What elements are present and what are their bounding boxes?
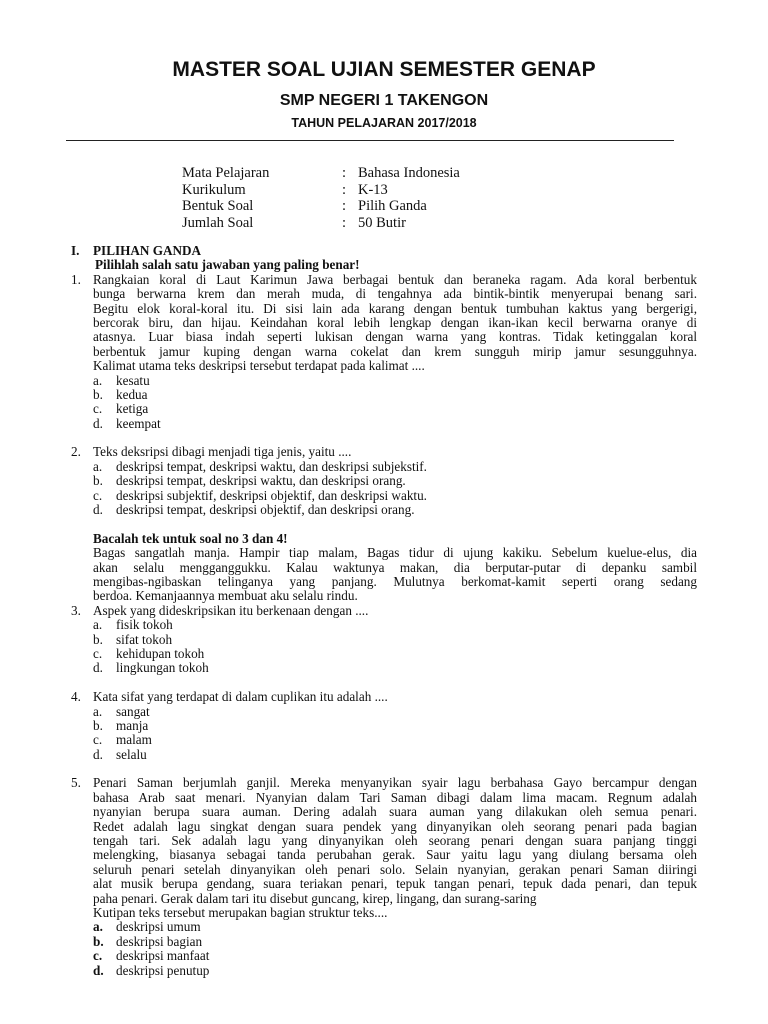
question-text: Kalimat utama teks deskripsi tersebut terdapat pada kalimat .... [93,358,425,374]
answer-option[interactable] [0,374,768,388]
passage-text: Penari Saman berjumlah ganjil. Mereka menyanyikan syair lagu berbahasa Gayo bercampur dengan [93,775,697,791]
q5-passage-line [0,834,768,848]
info-row-question-type [182,198,460,215]
option-letter: d. [93,415,103,431]
option-letter: b. [93,473,103,489]
exam-content [0,244,768,978]
option-text: kedua [116,386,148,402]
passage-text: seluruh penari setelah dinyanyikan oleh penari solo. Selain nyanyian, gerakan penari Saman diiringi [93,861,697,877]
info-colon: : [342,214,347,231]
passage-text: bunga berwarna krem dan merah muda, di tengahnya ada bintik-bintik menyerupai benang sari. [93,286,697,302]
question-number: 3. [71,602,81,618]
answer-option[interactable] [0,474,768,488]
passage-text: akan selalu mengganggukku. Kalau waktunya makan, dia berputar-putar di depanku sambil [93,559,697,575]
info-row-curriculum [182,182,460,199]
exam-info-table [182,165,460,231]
q5-question-line [0,906,768,920]
passage-text: tengah tari. Sek adalah lagu yang dinyanyikan oleh seorang penari dengan suara panjang tinggi [93,833,697,849]
option-text: malam [116,732,152,748]
option-text: kehidupan tokoh [116,645,205,661]
option-text: deskripsi bagian [116,933,203,949]
info-value: 50 Butir [358,214,406,231]
q1-passage-line [0,302,768,316]
exam-title: MASTER SOAL UJIAN SEMESTER GENAP [172,58,596,81]
answer-option[interactable] [0,417,768,431]
option-text: lingkungan tokoh [116,660,209,676]
answer-option[interactable] [0,935,768,949]
passage-text: berdoa. Kemanjaannya membuat aku selalu rindu. [93,588,358,604]
option-text: deskripsi tempat, deskripsi objektif, dan deskripsi orang. [116,502,415,518]
option-letter: c. [93,487,103,503]
option-text: sifat tokoh [116,631,173,647]
option-letter: b. [93,717,103,733]
passage-text: alat musik berupa gendang, suara teriakan penari, tepuk tangan penari, tepuk dada penari, dan tepuk [93,876,697,892]
q1-passage-line [0,316,768,330]
q4-question-line [0,690,768,704]
section-heading [0,244,768,258]
option-text: deskripsi manfaat [116,948,210,964]
passage-text: mengibas-ngibaskan telinganya yang panjang. Mulutnya berkomat-kamit seperti orang sedang [93,573,697,589]
q5-passage-line [0,863,768,877]
q1-passage-line [0,345,768,359]
option-letter: c. [93,401,103,417]
option-text: deskripsi penutup [116,962,210,978]
q1-passage-line [0,330,768,344]
info-colon: : [342,165,347,181]
q1-passage-line [0,287,768,301]
option-text: deskripsi tempat, deskripsi waktu, dan deskripsi subjekstif. [116,458,427,474]
question-text: Aspek yang dideskripsikan itu berkenaan dengan .... [93,602,369,618]
passage-text: Bagas sangatlah manja. Hampir tiap malam, Bagas tidur di ujung kakiku. Sebelum kuelue-elus, dia [93,545,697,561]
option-text: kesatu [116,372,150,388]
passage-text: paha penari. Gerak dalam tari itu disebut guncang, kirep, lingang, dan surang-saring [93,890,537,906]
passage-text: bercorak biru, dan hijau. Keindahan koral lebih lengkap dengan ikan-ikan kecil berwarna oranye di [93,314,697,330]
reading-passage-line [0,561,768,575]
q5-passage-line [0,805,768,819]
question-text: Teks deksripsi dibagi menjadi tiga jenis, yaitu .... [93,444,352,460]
info-value: K-13 [358,181,388,198]
info-label: Bentuk Soal [182,198,254,214]
passage-text: Redet adalah lagu singkat dengan suara pendek yang dinyanyikan oleh seorang penari pada bagian [93,818,697,834]
academic-year: TAHUN PELAJARAN 2017/2018 [291,116,477,130]
passage-text: melengking, biasanya sebagai tanda perubahan gerak. Saur yaitu lagu yang diulang bersama oleh [93,847,697,863]
spacer [0,517,768,531]
option-letter: a. [93,617,103,633]
answer-option[interactable] [0,618,768,632]
answer-option[interactable] [0,460,768,474]
reading-instruction-line [0,532,768,546]
answer-option[interactable] [0,489,768,503]
spacer [0,431,768,445]
option-text: manja [116,717,149,733]
q2-question-line [0,445,768,459]
passage-text: nyanyian berupa suara auman. Dering adalah suara auman yang dilakukan oleh semua penari. [93,804,697,820]
passage-text: Begitu elok koral-koral itu. Di sisi lain ada karang dengan bentuk tumbuhan kaktus yang bergerigi, [93,300,697,316]
section-instruction: Pilihlah salah satu jawaban yang paling benar! [95,257,360,273]
option-text: keempat [116,415,161,431]
section-number: I. [71,243,80,258]
question-number: 1. [71,271,81,287]
q5-passage-line [0,892,768,906]
option-letter: c. [93,732,103,748]
info-value: Pilih Ganda [358,198,427,214]
section-instruction-line [0,258,768,272]
q5-passage-line [0,776,768,790]
option-letter: b. [93,631,103,647]
option-letter: a. [93,372,103,388]
answer-option[interactable] [0,964,768,978]
answer-option[interactable] [0,647,768,661]
answer-option[interactable] [0,388,768,402]
question-number: 2. [71,444,81,460]
q5-passage-line [0,848,768,862]
passage-text: bahasa Arab saat menari. Nyanyian dalam Tari Saman dibagi dalam lima macam. Regnum adalah [93,789,697,805]
q1-question-line [0,359,768,373]
answer-option[interactable] [0,748,768,762]
option-letter: a. [93,919,103,935]
answer-option[interactable] [0,705,768,719]
question-number: 5. [71,775,81,791]
reading-passage-line [0,589,768,603]
option-text: fisik tokoh [116,617,173,633]
reading-passage-line [0,575,768,589]
passage-text: Rangkaian koral di Laut Karimun Jawa berbagai bentuk dan beraneka ragam. Ada koral berbentuk [93,271,697,287]
info-label: Kurikulum [182,181,246,198]
option-letter: c. [93,948,103,964]
q1-passage-line [0,273,768,287]
info-colon: : [342,181,347,198]
option-letter: c. [93,645,103,661]
passage-text: berbentuk jamur kuping dengan warna cokelat dan krem sungguh mirip jamur sesungguhnya. [93,343,697,359]
option-letter: d. [93,660,103,676]
option-text: selalu [116,746,147,762]
question-text: Kata sifat yang terdapat di dalam cuplikan itu adalah .... [93,689,388,705]
info-row-subject [182,165,460,182]
answer-option[interactable] [0,920,768,934]
spacer [0,762,768,776]
spacer [0,676,768,690]
answer-option[interactable] [0,633,768,647]
option-text: sangat [116,703,150,719]
option-letter: d. [93,746,103,762]
option-text: deskripsi tempat, deskripsi waktu, dan deskripsi orang. [116,473,406,489]
school-name: SMP NEGERI 1 TAKENGON [279,92,489,109]
answer-option[interactable] [0,402,768,416]
answer-option[interactable] [0,503,768,517]
option-letter: b. [93,933,104,949]
option-letter: a. [93,703,103,719]
passage-text: atasnya. Luar biasa indah seperti lukisan dengan warna yang kontras. Tidak ketinggalan koral [93,329,697,345]
option-letter: d. [93,502,103,518]
question-text: Kutipan teks tersebut merupakan bagian struktur teks.... [93,904,388,920]
q3-question-line [0,604,768,618]
option-text: ketiga [116,401,149,417]
info-row-question-count [182,215,460,232]
answer-option[interactable] [0,661,768,675]
q5-passage-line [0,791,768,805]
section-title: PILIHAN GANDA [93,243,202,258]
header-divider [66,140,674,141]
answer-option[interactable] [0,719,768,733]
option-letter: a. [93,458,103,474]
option-letter: b. [93,386,103,402]
info-colon: : [342,198,347,214]
q5-passage-line [0,820,768,834]
reading-passage-line [0,546,768,560]
q5-passage-line [0,877,768,891]
info-value: Bahasa Indonesia [358,165,460,181]
question-number: 4. [71,689,81,705]
option-letter: d. [93,962,104,978]
info-label: Mata Pelajaran [182,165,270,181]
option-text: deskripsi umum [116,919,201,935]
answer-option[interactable] [0,733,768,747]
reading-instruction: Bacalah tek untuk soal no 3 dan 4! [93,530,288,546]
answer-option[interactable] [0,949,768,963]
option-text: deskripsi subjektif, deskripsi objektif, dan deskripsi waktu. [116,487,427,503]
info-label: Jumlah Soal [182,214,254,231]
